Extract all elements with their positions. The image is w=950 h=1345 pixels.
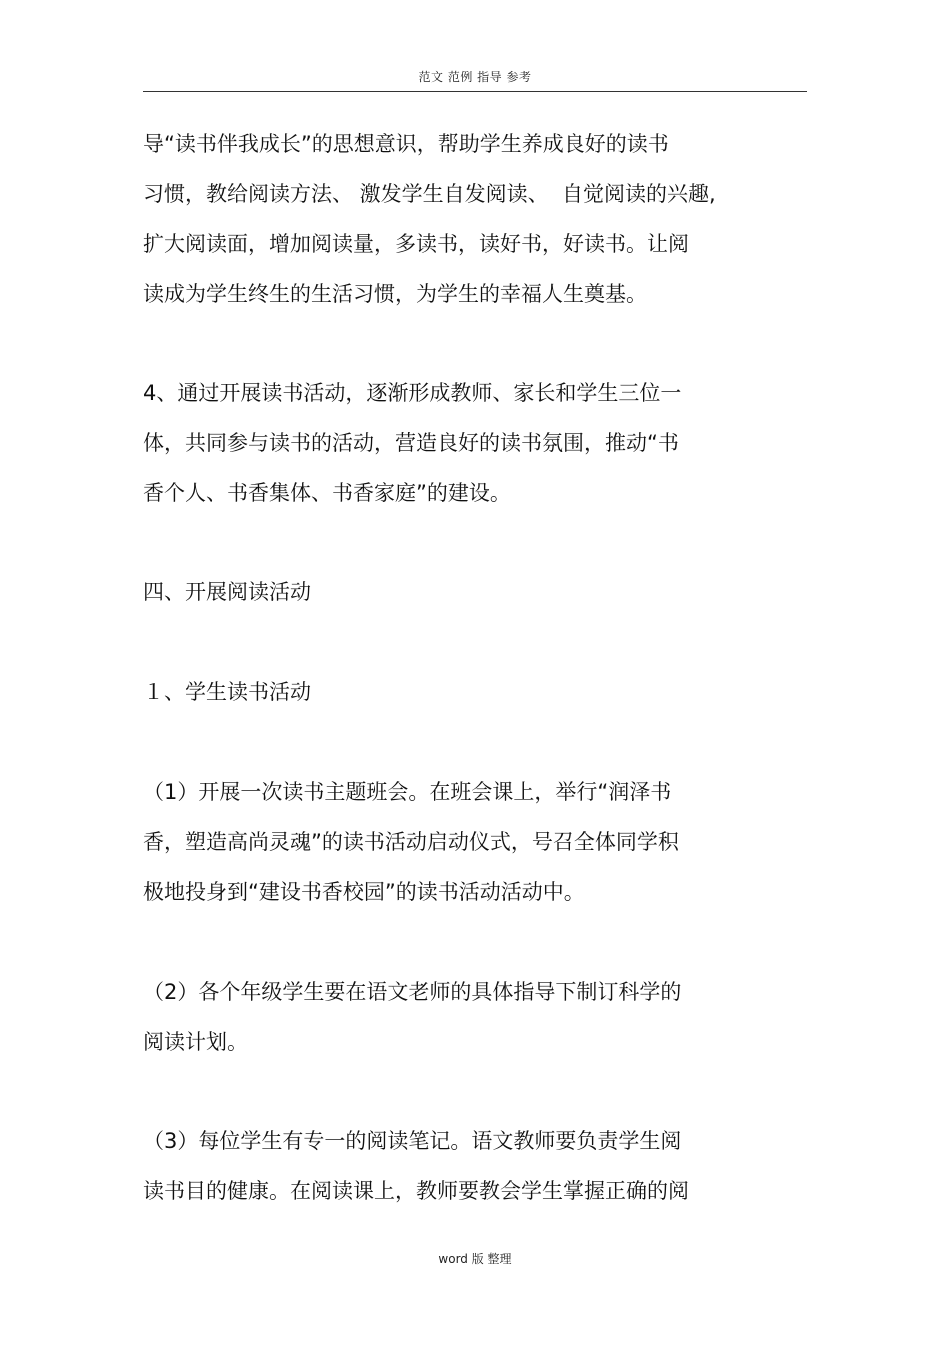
document-body: [143, 0, 803, 1203]
body-line: 扩大阅读面，增加阅读量，多读书，读好书，好读书。让阅: [143, 232, 689, 256]
page-header: 范文 范例 指导 参考: [418, 70, 532, 84]
body-line: 体，共同参与读书的活动，营造良好的读书氛围，推动“书: [143, 431, 679, 455]
body-line: 读成为学生终生的生活习惯，为学生的幸福人生奠基。: [143, 282, 647, 306]
body-line: 导“读书伴我成长”的思想意识，帮助学生养成良好的读书: [143, 132, 669, 156]
page-footer: word 版 整理: [438, 1252, 512, 1266]
body-line: （3）每位学生有专一的阅读笔记。语文教师要负责学生阅: [143, 1129, 682, 1153]
subsection-heading: １、学生读书活动: [143, 680, 311, 704]
body-line: （1）开展一次读书主题班会。在班会课上，举行“润泽书: [143, 780, 672, 804]
body-line: 极地投身到“建设书香校园”的读书活动活动中。: [143, 880, 585, 904]
body-line: 香个人、书香集体、书香家庭”的建设。: [143, 481, 511, 505]
body-line: 香，塑造高尚灵魂”的读书活动启动仪式，号召全体同学积: [143, 830, 679, 854]
section-heading: 四、开展阅读活动: [143, 580, 311, 604]
body-line: （2）各个年级学生要在语文老师的具体指导下制订科学的: [143, 980, 682, 1004]
body-line: 读书目的健康。在阅读课上，教师要教会学生掌握正确的阅: [143, 1179, 689, 1203]
body-line: 阅读计划。: [143, 1030, 248, 1054]
body-line: 4、通过开展读书活动，逐渐形成教师、家长和学生三位一: [143, 381, 682, 405]
body-line: 习惯，教给阅读方法、 激发学生自发阅读、 自觉阅读的兴趣,: [143, 182, 716, 206]
